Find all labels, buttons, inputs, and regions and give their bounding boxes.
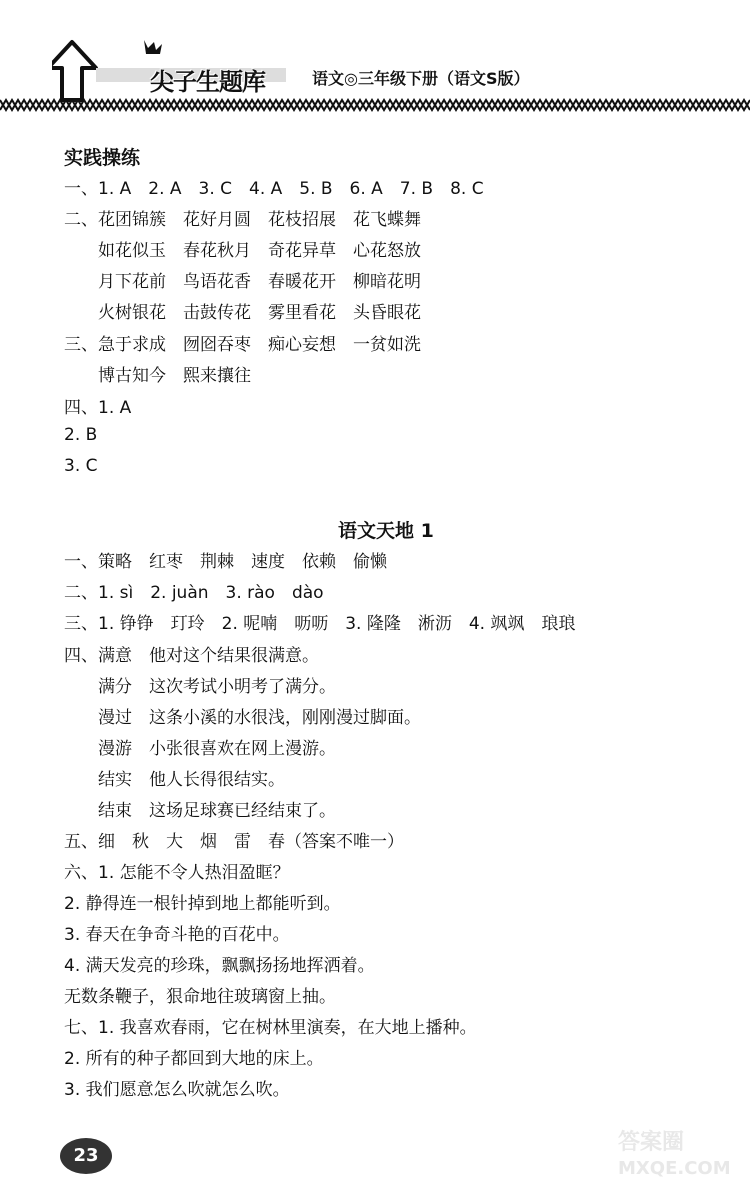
section-title-yuwen-tiandi: 语文天地 1 — [338, 520, 434, 542]
answer-line: 3. C — [64, 456, 98, 476]
watermark-line1: 答案圈 — [618, 1130, 685, 1155]
answer-line: 一、1. A 2. A 3. C 4. A 5. B 6. A 7. B 8. C — [64, 179, 484, 199]
answer-line: 二、花团锦簇 花好月圆 花枝招展 花飞蝶舞 — [64, 210, 421, 230]
answer-line: 月下花前 鸟语花香 春暖花开 柳暗花明 — [64, 272, 421, 292]
watermark — [618, 1130, 731, 1182]
answer-line: 博古知今 熙来攘往 — [64, 366, 251, 386]
page-number: 23 — [60, 1138, 112, 1174]
answer-line: 无数条鞭子，狠命地往玻璃窗上抽。 — [64, 987, 336, 1007]
answer-line: 如花似玉 春花秋月 奇花异草 心花怒放 — [64, 241, 421, 261]
answer-line: 结实 他人长得很结实。 — [64, 770, 285, 790]
answer-line: 漫游 小张很喜欢在网上漫游。 — [64, 739, 336, 759]
answer-line: 一、策略 红枣 荆棘 速度 依赖 偷懒 — [64, 552, 387, 572]
answer-line: 2. 静得连一根针掉到地上都能听到。 — [64, 894, 341, 914]
answer-line: 2. B — [64, 425, 98, 445]
header-brand: 尖子生题库 — [150, 68, 265, 96]
section-title-practice: 实践操练 — [64, 147, 141, 169]
header-subtitle: 语文◎三年级下册（语文S版） — [312, 69, 530, 88]
zigzag-divider — [0, 98, 750, 112]
answer-line: 4. 满天发亮的珍珠，飘飘扬扬地挥洒着。 — [64, 956, 375, 976]
answer-line: 二、1. sì 2. juàn 3. rào dào — [64, 583, 324, 603]
answer-line: 火树银花 击鼓传花 雾里看花 头昏眼花 — [64, 303, 421, 323]
answer-line: 3. 春天在争奇斗艳的百花中。 — [64, 925, 290, 945]
answer-line: 3. 我们愿意怎么吹就怎么吹。 — [64, 1080, 290, 1100]
answer-line: 结束 这场足球赛已经结束了。 — [64, 801, 336, 821]
answer-line: 六、1. 怎能不令人热泪盈眶？ — [64, 863, 290, 883]
answer-line: 五、细 秋 大 烟 雷 春（答案不唯一） — [64, 832, 404, 852]
answer-line: 满分 这次考试小明考了满分。 — [64, 677, 336, 697]
answer-line: 漫过 这条小溪的水很浅，刚刚漫过脚面。 — [64, 708, 421, 728]
answer-line: 2. 所有的种子都回到大地的床上。 — [64, 1049, 324, 1069]
watermark-line2: MXQE.COM — [618, 1158, 731, 1179]
answer-line: 三、急于求成 囫囵吞枣 痴心妄想 一贫如洗 — [64, 335, 421, 355]
answer-line: 三、1. 铮铮 玎玲 2. 呢喃 呖呖 3. 隆隆 淅沥 4. 飒飒 琅琅 — [64, 614, 576, 634]
answer-line: 四、满意 他对这个结果很满意。 — [64, 646, 319, 666]
answer-line: 七、1. 我喜欢春雨，它在树林里演奏，在大地上播种。 — [64, 1018, 477, 1038]
answer-line: 四、1. A — [64, 398, 132, 418]
